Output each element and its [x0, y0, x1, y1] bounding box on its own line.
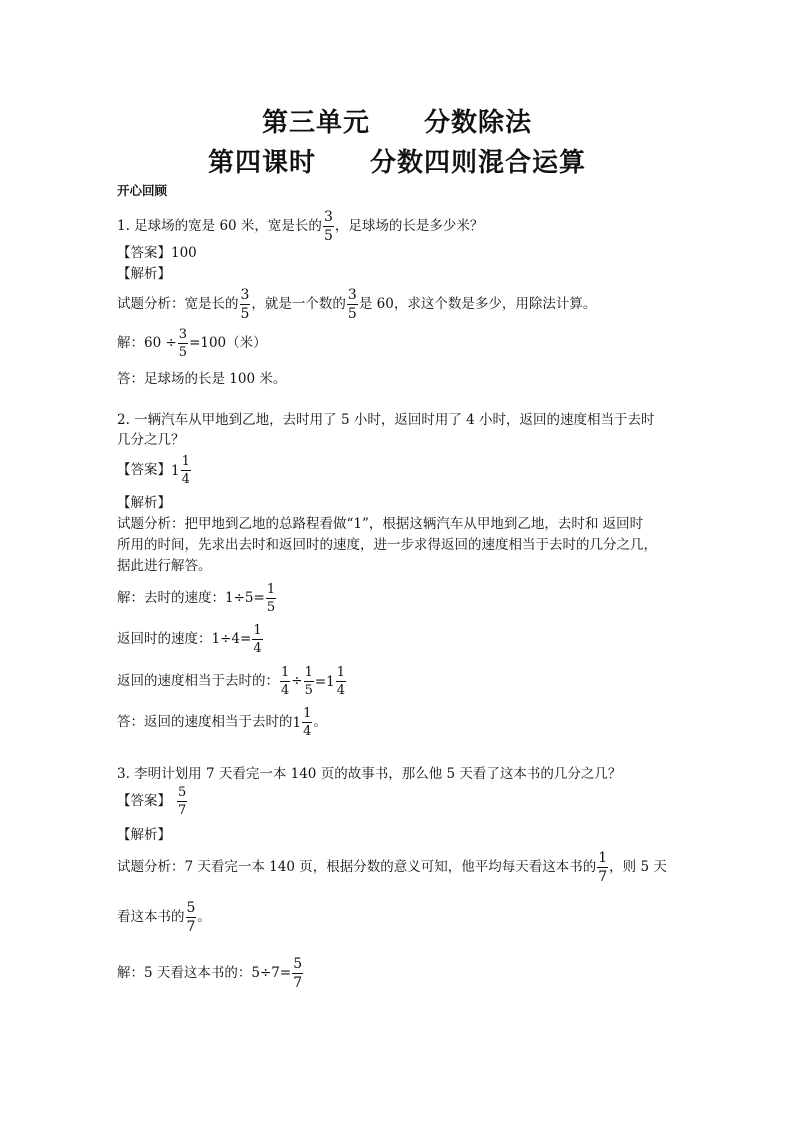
q2-question-line-2: 几分之几？ — [117, 432, 185, 448]
q3-solution: 解：5 天看这本书的：5÷7= $\frac{5}{7}$ — [117, 956, 303, 991]
q2-solution-2: 返回时的速度：1÷4= $\frac{1}{4}$ — [117, 623, 262, 656]
q2-question-line-1: 2. 一辆汽车从甲地到乙地，去时用了 5 小时，返回时用了 4 小时，返回的速度相当于去时 — [117, 412, 655, 428]
q3-solution-fraction: $\frac{5}{7}$ — [293, 956, 303, 991]
q2-final-fraction: $\frac{1}{4}$ — [303, 706, 312, 739]
q1-analysis-fraction-1: $\frac{3}{5}$ — [240, 287, 250, 322]
section-heading: 开心回顾 — [117, 183, 168, 198]
q1-answer: 【答案】100 — [117, 245, 197, 261]
q3-question: 3. 李明计划用 7 天看完一本 140 页的故事书，那么他 5 天看了这本书的几分之几？ — [117, 766, 622, 782]
q1-analysis-fraction-2: $\frac{3}{5}$ — [347, 287, 357, 322]
q1-solution: 解：60 ÷ $\frac{3}{5}$ =100（米） — [117, 327, 267, 360]
q1-analysis-label: 【解析】 — [117, 266, 171, 282]
q2-answer: 【答案】1 $\frac{1}{4}$ — [117, 454, 190, 487]
q2-analysis-label: 【解析】 — [117, 495, 171, 511]
q3-analysis-label: 【解析】 — [117, 827, 171, 843]
q1-analysis: 试题分析：宽是长的 $\frac{3}{5}$ ，就是一个数的 $\frac{3}{5}$ 是 60，求这个数是多少，用除法计算。 — [117, 287, 597, 322]
q2-solution-3-fraction-b: $\frac{1}{5}$ — [304, 665, 313, 698]
q2-solution-3-fraction-a: $\frac{1}{4}$ — [281, 665, 290, 698]
q2-solution-1-fraction: $\frac{1}{5}$ — [266, 582, 276, 615]
q1-question: 1. 足球场的宽是 60 米，宽是长的 $\frac{3}{5}$ ，足球场的长是多少米？ — [117, 209, 484, 244]
q2-analysis-line-2: 所用的时间，先求出去时和返回时的速度，进一步求得返回的速度相当于去时的几分之几， — [117, 537, 657, 553]
q2-final-answer: 答：返回的速度相当于去时的1 $\frac{1}{4}$ 。 — [117, 706, 327, 739]
q3-analysis-line-2: 看这本书的 $\frac{5}{7}$ 。 — [117, 900, 211, 935]
q1-final-answer: 答：足球场的长是 100 米。 — [117, 371, 287, 387]
q1-question-fraction: $\frac{3}{5}$ — [323, 209, 333, 244]
q3-analysis-line-2-fraction: $\frac{5}{7}$ — [186, 900, 196, 935]
q3-analysis-fraction: $\frac{1}{7}$ — [598, 850, 608, 885]
q2-solution-3: 返回的速度相当于去时的： $\frac{1}{4}$ ÷ $\frac{1}{5}$ =1 $\frac{1}{4}$ — [117, 665, 346, 698]
q3-analysis-line-1: 试题分析：7 天看完一本 140 页，根据分数的意义可知，他平均每天看这本书的 $\frac{1}{7}$ ，则 5 天 — [117, 850, 667, 885]
q2-analysis-line-3: 据此进行解答。 — [117, 558, 212, 574]
q2-answer-fraction: $\frac{1}{4}$ — [181, 454, 190, 487]
lesson-title: 第四课时 分数四则混合运算 — [207, 148, 586, 178]
q1-solution-fraction: $\frac{3}{5}$ — [178, 327, 188, 360]
q2-solution-3-fraction-c: $\frac{1}{4}$ — [336, 665, 346, 698]
q2-analysis-line-1: 试题分析：把甲地到乙地的总路程看做“1”，根据这辆汽车从甲地到乙地，去时和 返回时 — [117, 516, 644, 532]
q2-solution-1: 解：去时的速度：1÷5= $\frac{1}{5}$ — [117, 582, 276, 615]
q3-answer: 【答案】 $\frac{5}{7}$ — [117, 785, 187, 818]
q3-answer-fraction: $\frac{5}{7}$ — [178, 785, 187, 818]
unit-title: 第三单元 分数除法 — [261, 108, 532, 138]
q2-solution-2-fraction: $\frac{1}{4}$ — [253, 623, 262, 656]
